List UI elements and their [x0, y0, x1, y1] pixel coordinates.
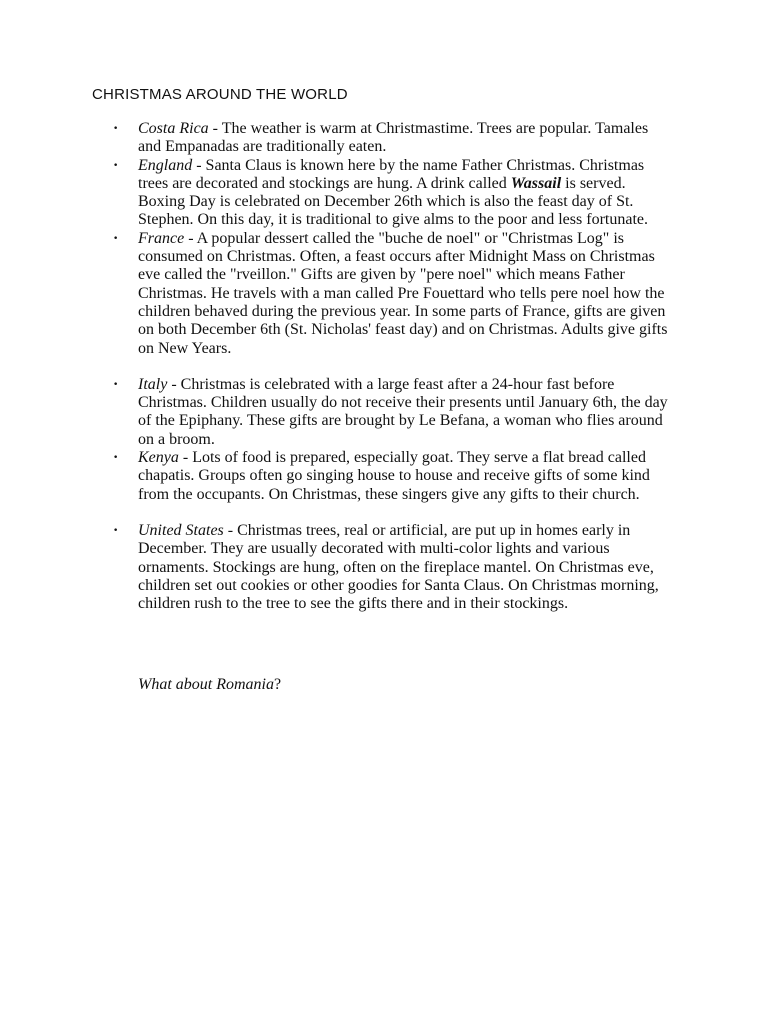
closing-question-mark: ?	[274, 676, 282, 693]
bullet-icon: •	[113, 160, 119, 171]
country-description-continued: is served. Boxing Day is celebrated on December 26th which is also the feast day of St. Stephen. On this day, it is traditional to give alms to the poor and less fortunate.	[138, 174, 648, 229]
bullet-icon: •	[113, 379, 119, 390]
list-item-italy	[113, 375, 674, 449]
bullet-icon: •	[113, 525, 119, 536]
country-description: - A popular dessert called the "buche de noel" or "Christmas Log" is consumed on Christmas. Often, a feast occurs after Midnight Mass on Christmas eve called the "rveillon." Gifts are given by "pere noel" which means Father Christmas. He travels with a man called Pre Fouettard who tells pere noel how the children behaved during the previous year. In some parts of France, gifts are given on both December 6th (St. Nicholas' feast day) and on Christmas. Adults give gifts on New Years.	[138, 229, 668, 357]
list-item-united-states	[113, 521, 674, 613]
country-name: Italy	[138, 375, 168, 393]
list-item-england	[113, 156, 674, 230]
country-description: - Christmas trees, real or artificial, are put up in homes early in December. They are usually decorated with multi-color lights and various ornaments. Stockings are hung, often on the fireplace mantel. On Christmas eve, children set out cookies or other goodies for Santa Claus. On Christmas morning, children rush to the tree to see the gifts there and in their stockings.	[138, 521, 659, 613]
list-item-france	[113, 229, 674, 358]
list-item-costa-rica	[113, 120, 674, 157]
bullet-icon: •	[113, 124, 119, 134]
document-title: CHRISTMAS AROUND THE WORLD	[92, 86, 348, 103]
drink-name: Wassail	[510, 174, 562, 192]
country-name: Kenya	[138, 449, 179, 467]
country-name: France	[138, 229, 185, 247]
country-list	[113, 120, 674, 613]
list-item-kenya	[113, 449, 674, 504]
closing-question-emphasis: What about Romania	[138, 676, 274, 693]
country-description: - Lots of food is prepared, especially goat. They serve a flat bread called chapatis. Groups often go singing house to house and receive gifts of some kind from the occupants. On Christmas, these singers give any gifts to their church.	[138, 449, 650, 503]
country-name: England	[138, 156, 193, 174]
bullet-icon: •	[113, 453, 119, 464]
bullet-icon: •	[113, 233, 119, 244]
closing-question	[138, 676, 281, 694]
country-description: - Santa Claus is known here by the name Father Christmas. Christmas trees are decorated and stockings are hung. A drink called	[138, 156, 645, 192]
country-description: - The weather is warm at Christmastime. Trees are popular. Tamales and Empanadas are traditionally eaten.	[138, 120, 649, 156]
country-name: United States	[138, 521, 224, 539]
country-name: Costa Rica	[138, 120, 209, 137]
country-description: - Christmas is celebrated with a large feast after a 24-hour fast before Christmas. Children usually do not receive their presents until January 6th, the day of the Epiphany. These gifts are brought by Le Befana, a woman who flies around on a broom.	[138, 375, 668, 448]
